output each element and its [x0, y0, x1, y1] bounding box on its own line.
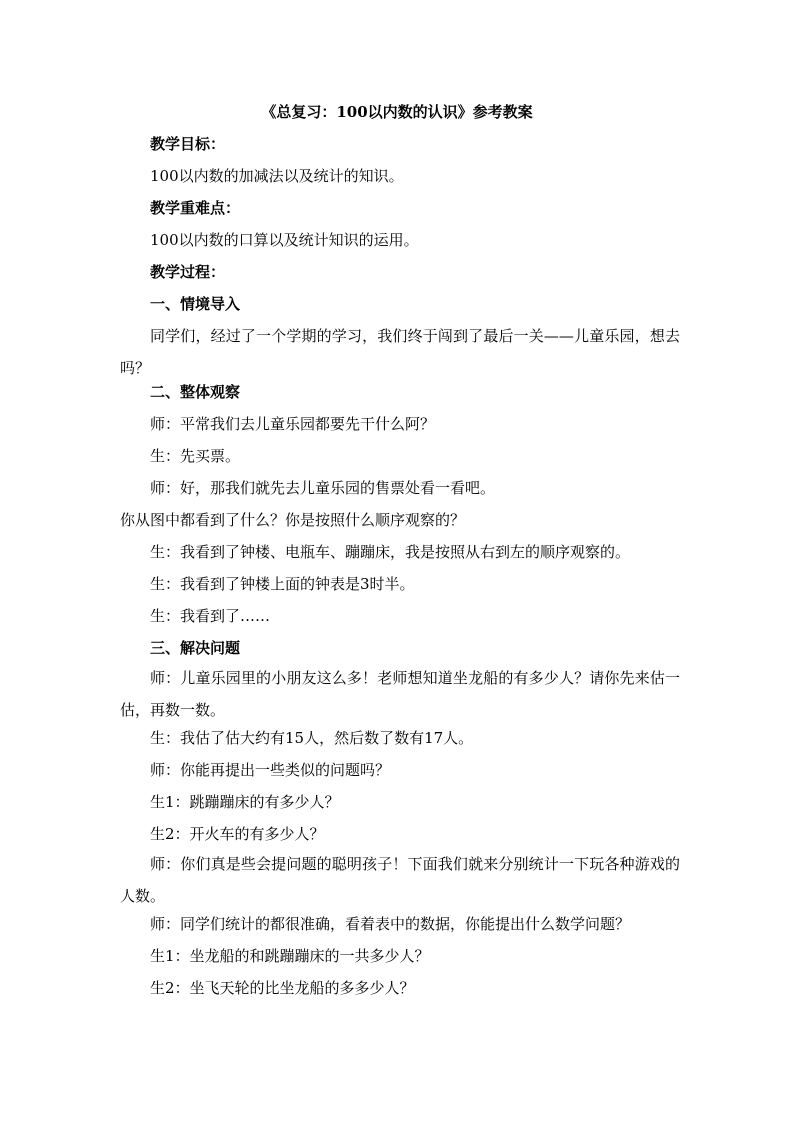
part3-line: 生1：跳蹦蹦床的有多少人？	[150, 793, 340, 811]
part3-line: 师：同学们统计的都很准确，看着表中的数据，你能提出什么数学问题？	[150, 915, 631, 933]
part2-heading: 二、整体观察	[150, 383, 241, 401]
process-heading: 教学过程：	[150, 263, 226, 281]
part2-line: 生：我看到了……	[150, 607, 271, 625]
part2-line: 生：我看到了钟楼、电瓶车、蹦蹦床，我是按照从右到左的顺序观察的。	[150, 543, 631, 561]
part3-paragraph-1: 师：儿童乐园里的小朋友这么多！老师想知道坐龙船的有多少人？请你先来估一估，再数一数。	[120, 669, 680, 719]
part3-line: 师：你能再提出一些类似的问题吗？	[150, 761, 391, 779]
part3-paragraph-2: 师：你们真是些会提问题的聪明孩子！下面我们就来分别统计一下玩各种游戏的人数。	[120, 855, 680, 905]
part1-heading: 一、情境导入	[150, 295, 241, 313]
part3-line: 生：我估了估大约有15人，然后数了数有17人。	[150, 729, 474, 747]
goal-text: 100以内数的加减法以及统计的知识。	[150, 167, 404, 185]
part3-line: 生2：开火车的有多少人？	[150, 825, 325, 843]
focus-text: 100以内数的口算以及统计知识的运用。	[150, 231, 419, 249]
part2-line: 你从图中都看到了什么？你是按照什么顺序观察的？	[120, 511, 466, 529]
part2-line: 师：好，那我们就先去儿童乐园的售票处看一看吧。	[150, 479, 496, 497]
part3-line: 生1：坐龙船的和跳蹦蹦床的一共多少人？	[150, 947, 430, 965]
part3-line: 生2：坐飞天轮的比坐龙船的多多少人？	[150, 979, 415, 997]
document-title: 《总复习：100以内数的认识》参考教案	[261, 103, 533, 121]
part2-line: 生：先买票。	[150, 447, 241, 465]
focus-heading: 教学重难点：	[150, 199, 241, 217]
part2-line: 师：平常我们去儿童乐园都要先干什么阿？	[150, 415, 436, 433]
goal-heading: 教学目标：	[150, 135, 226, 153]
part3-heading: 三、解决问题	[150, 639, 241, 657]
part2-line: 生：我看到了钟楼上面的钟表是3时半。	[150, 575, 415, 593]
part1-paragraph: 同学们，经过了一个学期的学习，我们终于闯到了最后一关——儿童乐园，想去吗？	[120, 327, 680, 377]
